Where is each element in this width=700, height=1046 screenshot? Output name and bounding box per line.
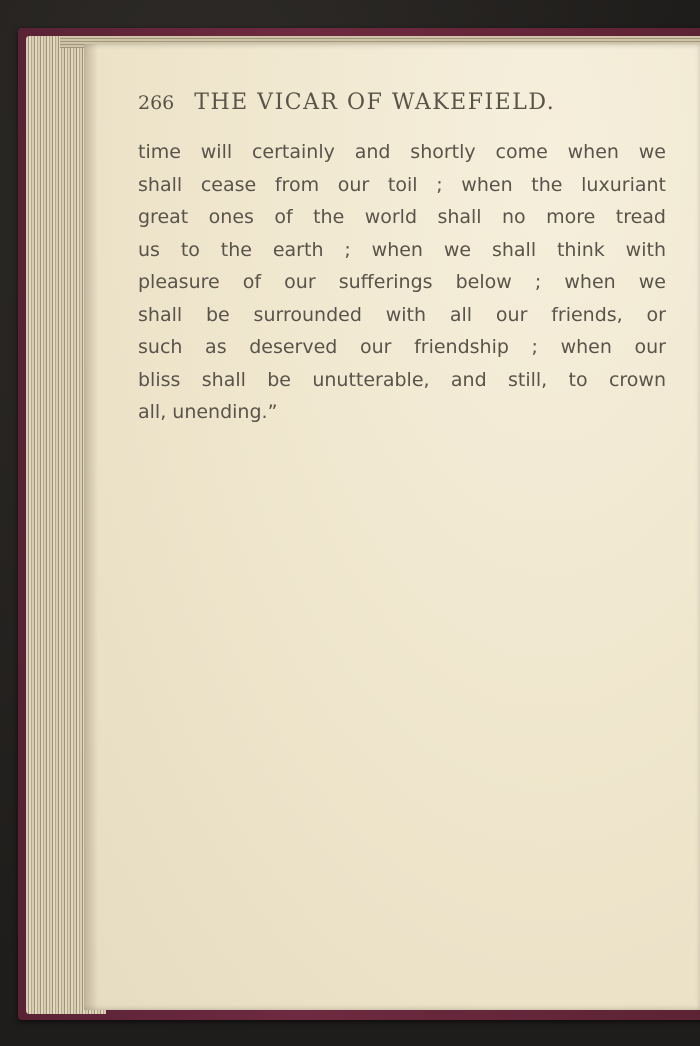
text-line: great ones of the world shall no more tread [138,206,666,228]
text-line: shall be surrounded with all our friends, or [138,303,666,326]
running-title: THE VICAR OF WAKEFIELD. [194,90,556,115]
text-line: pleasure of our sufferings below ; when we [138,271,666,293]
text-line: shall cease from our toil ; when the luxuriant [138,173,666,196]
text-line-last: all, unending.” [138,401,278,423]
body-text [138,136,666,429]
text-line: such as deserved our friendship ; when our [138,336,666,358]
text-line: bliss shall be unutterable, and still, to crown [138,368,666,391]
text-line: us to the earth ; when we shall think with [138,238,666,261]
running-head [138,90,678,115]
gutter-shadow [84,44,98,1010]
page-number: 266 [138,92,175,114]
text-line: time will certainly and shortly come when we [138,141,666,163]
